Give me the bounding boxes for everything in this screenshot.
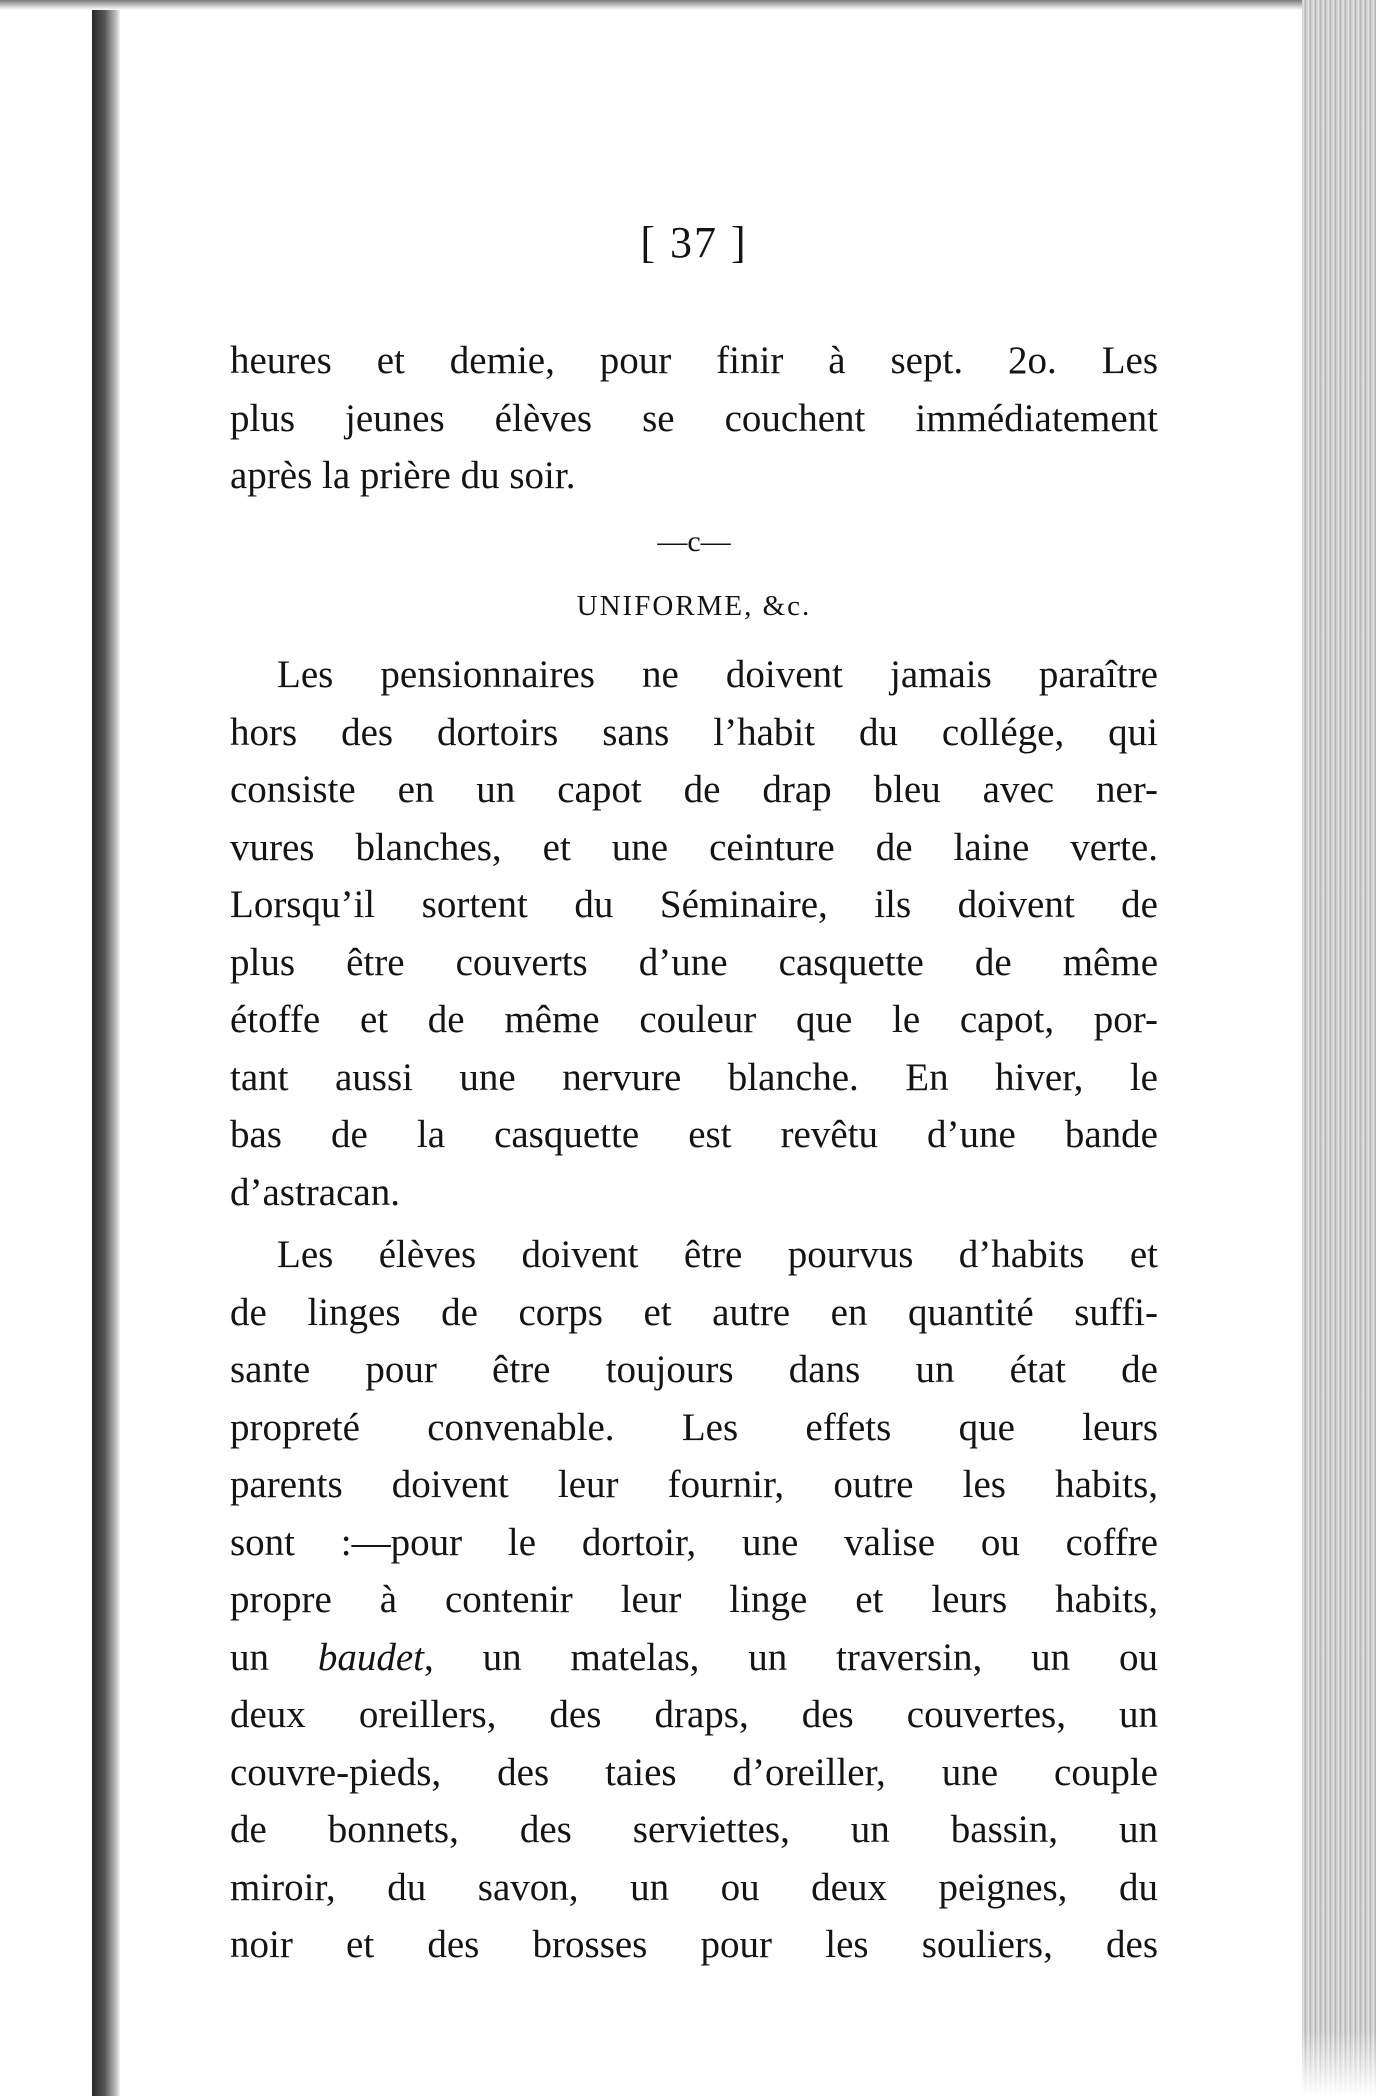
top-edge-shadow <box>0 0 1376 10</box>
text-line: sante pour être toujours dans un état de <box>230 1348 1158 1391</box>
text-line: tant aussi une nervure blanche. En hiver, le <box>230 1055 1158 1099</box>
binding-gutter <box>92 0 120 2096</box>
text-line: sont :—pour le dortoir, une valise ou coffre <box>230 1520 1158 1564</box>
text-line: plus jeunes élèves se couchent immédiatement <box>230 396 1158 440</box>
paragraph-uniforme <box>230 646 1158 1221</box>
paragraph-continuation <box>230 332 1158 505</box>
text-line: propreté convenable. Les effets que leurs <box>230 1405 1158 1449</box>
text-line: miroir, du savon, un ou deux peignes, du <box>230 1865 1158 1909</box>
text-line: hors des dortoirs sans l’habit du collége, qui <box>230 710 1158 754</box>
text-line: de linges de corps et autre en quantité suffi- <box>230 1290 1158 1334</box>
text-line: noir et des brosses pour les souliers, des <box>230 1923 1158 1966</box>
section-ornament: —c— <box>657 525 731 558</box>
facing-page-edge <box>0 0 92 2096</box>
text-line: d’astracan. <box>230 1170 400 1214</box>
text-line: deux oreillers, des draps, des couvertes, un <box>230 1693 1158 1736</box>
text-line: consiste en un capot de drap bleu avec ner- <box>230 768 1158 811</box>
book-page <box>120 10 1302 2096</box>
text-line: plus être couverts d’une casquette de même <box>230 940 1158 984</box>
text-fragment: , un matelas, un traversin, un ou <box>424 1635 1159 1679</box>
text-line: couvre-pieds, des taies d’oreiller, une couple <box>230 1750 1158 1794</box>
text-line: Lorsqu’il sortent du Séminaire, ils doivent de <box>230 883 1158 926</box>
page-stack-edge <box>1302 0 1376 2096</box>
text-line: Les élèves doivent être pourvus d’habits et <box>277 1233 1158 1276</box>
italic-word: baudet <box>317 1635 425 1679</box>
text-line: après la prière du soir. <box>230 454 576 497</box>
text-line: Les pensionnaires ne doivent jamais paraître <box>277 653 1158 696</box>
text-line-with-italic <box>230 1629 1158 1687</box>
page-number: [ 37 ] <box>640 218 748 267</box>
text-line: parents doivent leur fournir, outre les habits, <box>230 1463 1158 1506</box>
text-fragment: un <box>230 1635 318 1679</box>
text-line: propre à contenir leur linge et leurs habits, <box>230 1578 1158 1621</box>
section-heading: UNIFORME, &c. <box>576 590 812 622</box>
text-line: bas de la casquette est revêtu d’une bande <box>230 1113 1158 1156</box>
text-line: de bonnets, des serviettes, un bassin, un <box>230 1808 1158 1851</box>
paragraph-effets <box>230 1226 1158 1974</box>
text-line: vures blanches, et une ceinture de laine verte. <box>230 825 1158 869</box>
text-line: heures et demie, pour finir à sept. 2o. Les <box>230 339 1158 382</box>
text-line: étoffe et de même couleur que le capot, por- <box>230 998 1158 1041</box>
page-stack-fade <box>1302 2030 1376 2096</box>
